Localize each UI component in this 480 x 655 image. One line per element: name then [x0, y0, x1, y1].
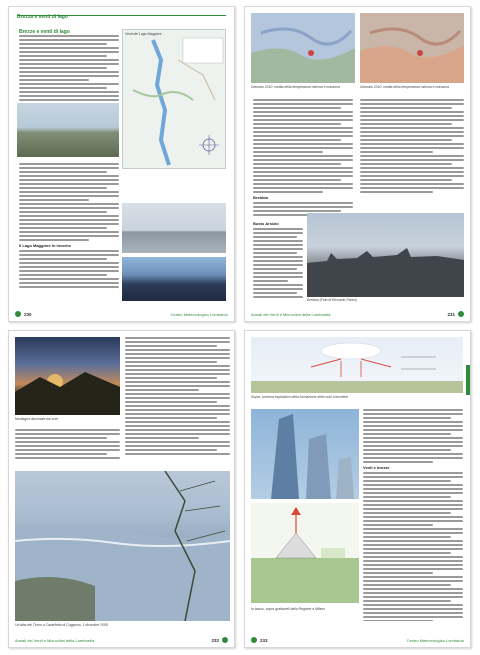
lake-evening-photo: [122, 257, 226, 301]
body-text-column: [253, 99, 353, 219]
body-text-column-2: [19, 163, 119, 313]
footer-text: Centro Meteorologico Lombardo: [170, 311, 228, 317]
top-spread: [8, 6, 472, 322]
sunset-mountain-photo: [15, 337, 120, 415]
subhead-lago: Il Lago Maggiore in inverno: [19, 243, 72, 248]
temp-map-max-graphic: [360, 13, 464, 83]
photo-caption-2: Un'alba del Ticino a Castelletto di Cuggiono, 1 dicembre 2008: [15, 623, 108, 627]
page-number: 233: [260, 637, 268, 643]
publisher-logo: [15, 311, 21, 317]
page-232: [8, 330, 235, 648]
skyscraper-graphic: [251, 409, 359, 499]
convection-graphic: [251, 337, 463, 393]
temp-map-min-graphic: [251, 13, 355, 83]
page-footer: [251, 310, 464, 318]
ticino-dawn-photo: [15, 471, 230, 621]
subhead-venti: Venti e brezze: [363, 465, 390, 470]
body-text-column: [125, 337, 230, 467]
footer-text: Annali dei Venti e Microclimi della Lombardia: [15, 637, 95, 643]
body-text-column-2: [15, 429, 120, 469]
page-number: 231: [447, 311, 455, 317]
section-title: Brezze e venti di lago: [19, 29, 70, 35]
running-header: Brezza e venti di lago: [17, 11, 226, 21]
subhead-busto: Busto Arsizio: [253, 221, 279, 226]
photo-caption: In basso, sopra grattacieli della Regione a Milano: [251, 607, 326, 611]
publisher-logo: [251, 637, 257, 643]
page-230: [8, 6, 235, 322]
brebbia-town-photo: [307, 213, 464, 297]
bottom-spread: [8, 330, 472, 648]
lake-map-graphic: [123, 30, 226, 169]
temp-map-max: [360, 13, 464, 83]
footer-text: Centro Meteorologico Lombardo: [406, 637, 464, 643]
page-233: [244, 330, 471, 648]
temp-map-min: [251, 13, 355, 83]
footer-text: Annali dei Venti e Microclimi della Lombardia: [251, 311, 331, 317]
skyscraper-photo: [251, 409, 359, 499]
map-caption-1: Gennaio 2010: media della temperatura minima e massima: [251, 85, 340, 89]
photo-caption-1: Montagne illuminate dal sole: [15, 417, 58, 421]
publisher-logo: [222, 637, 228, 643]
lake-shore-photo: [17, 103, 119, 157]
map-caption: Venti del Lago Maggiore: [125, 32, 162, 36]
wind-map-figure: [122, 29, 226, 169]
page-number: 232: [211, 637, 219, 643]
body-text-column-2: [360, 99, 464, 219]
ticino-graphic: [15, 471, 230, 621]
page-footer: [251, 636, 464, 644]
map-caption-2: Gennaio 2010: media della temperatura minima e massima: [360, 85, 449, 89]
page-number: 230: [24, 311, 32, 317]
thermal-diagram: [251, 503, 359, 603]
subhead-brebbia: Brebbia: [253, 195, 268, 200]
convection-diagram: [251, 337, 463, 393]
thermal-graphic: [251, 503, 359, 603]
body-text-narrow: [253, 219, 303, 309]
chapter-side-tab: [466, 365, 470, 395]
town-silhouette: [307, 213, 464, 297]
page-footer: [15, 310, 228, 318]
lake-mist-photo: [122, 203, 226, 253]
sunset-graphic: [15, 337, 120, 415]
diagram-caption: Sopra, schema esplicativo della formazione delle nubi convettive: [251, 395, 349, 399]
photo-caption: Brebbia (Foto di Riccardo Panini): [307, 298, 357, 302]
page-231: [244, 6, 471, 322]
page-footer: [15, 636, 228, 644]
body-text-column: [363, 409, 463, 621]
publisher-logo: [458, 311, 464, 317]
